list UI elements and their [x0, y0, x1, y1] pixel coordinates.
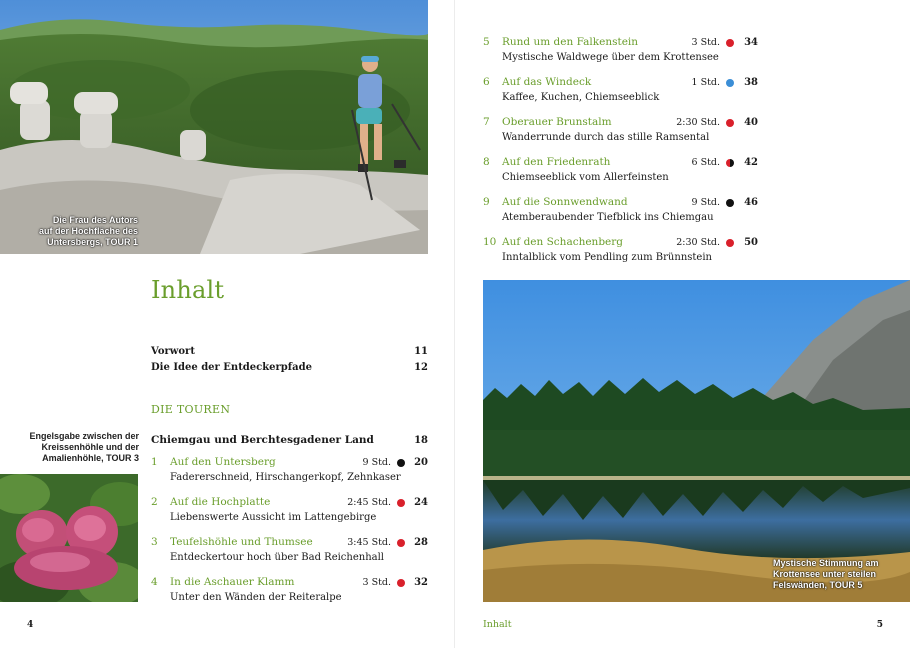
tour-number: 8	[483, 156, 490, 168]
tour-title: Auf die Hochplatte	[170, 496, 271, 508]
tour-page: 20	[414, 457, 428, 468]
tour-subtitle: Mystische Waldwege über dem Krottensee	[502, 52, 719, 63]
tour-entry-2[interactable]	[151, 496, 428, 530]
tour-title: Auf den Untersberg	[170, 456, 276, 468]
lake-photo	[483, 280, 910, 602]
tour-page: 42	[744, 157, 758, 168]
toc-entry-idee[interactable]	[151, 361, 428, 374]
tour-title: Teufelshöhle und Thumsee	[170, 536, 313, 548]
tour-page: 34	[744, 37, 758, 48]
tour-subtitle: Kaffee, Kuchen, Chiemseeblick	[502, 92, 660, 103]
tour-entry-3[interactable]	[151, 536, 428, 570]
tour-subtitle: Inntalblick vom Pendling zum Brünnstein	[502, 252, 712, 263]
tour-entry-7[interactable]	[483, 116, 758, 150]
right-page-number: 5	[876, 620, 883, 630]
hiker-photo	[0, 0, 428, 254]
running-head: Inhalt	[483, 619, 512, 630]
tour-subtitle: Fadererschneid, Hirschangerkopf, Zehnkaser	[170, 472, 401, 483]
tour-title: In die Aschauer Klamm	[170, 576, 295, 588]
left-page-number: 4	[27, 620, 34, 630]
toc-heading: Inhalt	[151, 276, 225, 304]
tour-entry-4[interactable]	[151, 576, 428, 610]
tour-subtitle: Wanderrunde durch das stille Ramsental	[502, 132, 710, 143]
region-label: Chiemgau und Berchtesgadener Land	[151, 434, 374, 446]
tour-entry-9[interactable]	[483, 196, 758, 230]
toc-entry-label: Vorwort	[151, 346, 195, 357]
tour-title: Auf den Friedenrath	[502, 156, 611, 168]
tour-number: 3	[151, 536, 158, 548]
tour-entry-10[interactable]	[483, 236, 758, 270]
tour-number: 7	[483, 116, 490, 128]
tour-duration: 2:30 Std.	[676, 237, 720, 248]
tour-entry-1[interactable]	[151, 456, 428, 490]
tour-number: 1	[151, 456, 158, 468]
angels-photo-caption: Engelsgabe zwischen der Kreissenhöhle und der Amalienhöhle, TOUR 3	[29, 431, 139, 463]
tour-number: 9	[483, 196, 490, 208]
tour-entry-5[interactable]	[483, 36, 758, 70]
tour-duration: 6 Std.	[691, 157, 720, 168]
toc-entry-page: 11	[414, 346, 428, 357]
region-page: 18	[414, 435, 428, 446]
tour-duration: 2:45 Std.	[347, 497, 391, 508]
tour-title: Rund um den Falkenstein	[502, 36, 639, 48]
tour-page: 40	[744, 117, 758, 128]
tour-title: Auf den Schachenberg	[502, 236, 623, 248]
tour-duration: 9 Std.	[362, 457, 391, 468]
tour-page: 24	[414, 497, 428, 508]
tour-duration: 3 Std.	[691, 37, 720, 48]
tour-number: 4	[151, 576, 158, 588]
tour-page: 46	[744, 197, 758, 208]
hiker-photo-caption: Die Frau des Autors auf der Hochfläche des Untersbergs, TOUR 1	[38, 215, 138, 247]
tour-subtitle: Atemberaubender Tiefblick ins Chiemgau	[502, 212, 714, 223]
tour-number: 10	[483, 236, 497, 248]
tour-duration: 2:30 Std.	[676, 117, 720, 128]
right-page	[455, 0, 910, 648]
tour-subtitle: Entdeckertour hoch über Bad Reichenhall	[170, 552, 385, 563]
tour-subtitle: Chiemseeblick vom Allerfeinsten	[502, 172, 669, 183]
tour-duration: 3:45 Std.	[347, 537, 391, 548]
toc-entry-vorwort[interactable]	[151, 345, 428, 358]
tour-subtitle: Liebenswerte Aussicht im Lattengebirge	[170, 512, 377, 523]
toc-entry-label: Die Idee der Entdeckerpfade	[151, 362, 312, 373]
tour-page: 32	[414, 577, 428, 588]
lake-photo-caption: Mystische Stimmung am Krottensee unter steilen Felswänden, TOUR 5	[773, 558, 879, 590]
tour-number: 2	[151, 496, 158, 508]
tour-title: Oberauer Brunstalm	[502, 116, 612, 128]
section-title: DIE TOUREN	[151, 403, 231, 416]
tour-page: 28	[414, 537, 428, 548]
tour-duration: 9 Std.	[691, 197, 720, 208]
tour-title: Auf das Windeck	[502, 76, 592, 88]
tour-duration: 3 Std.	[362, 577, 391, 588]
tour-title: Auf die Sonnwendwand	[502, 196, 628, 208]
tour-page: 50	[744, 237, 758, 248]
tour-subtitle: Unter den Wänden der Reiteralpe	[170, 592, 342, 603]
tour-number: 5	[483, 36, 490, 48]
angels-photo	[0, 474, 138, 602]
tour-page: 38	[744, 77, 758, 88]
toc-entry-page: 12	[414, 362, 428, 373]
tour-number: 6	[483, 76, 490, 88]
tour-duration: 1 Std.	[691, 77, 720, 88]
tour-entry-8[interactable]	[483, 156, 758, 190]
tour-entry-6[interactable]	[483, 76, 758, 110]
